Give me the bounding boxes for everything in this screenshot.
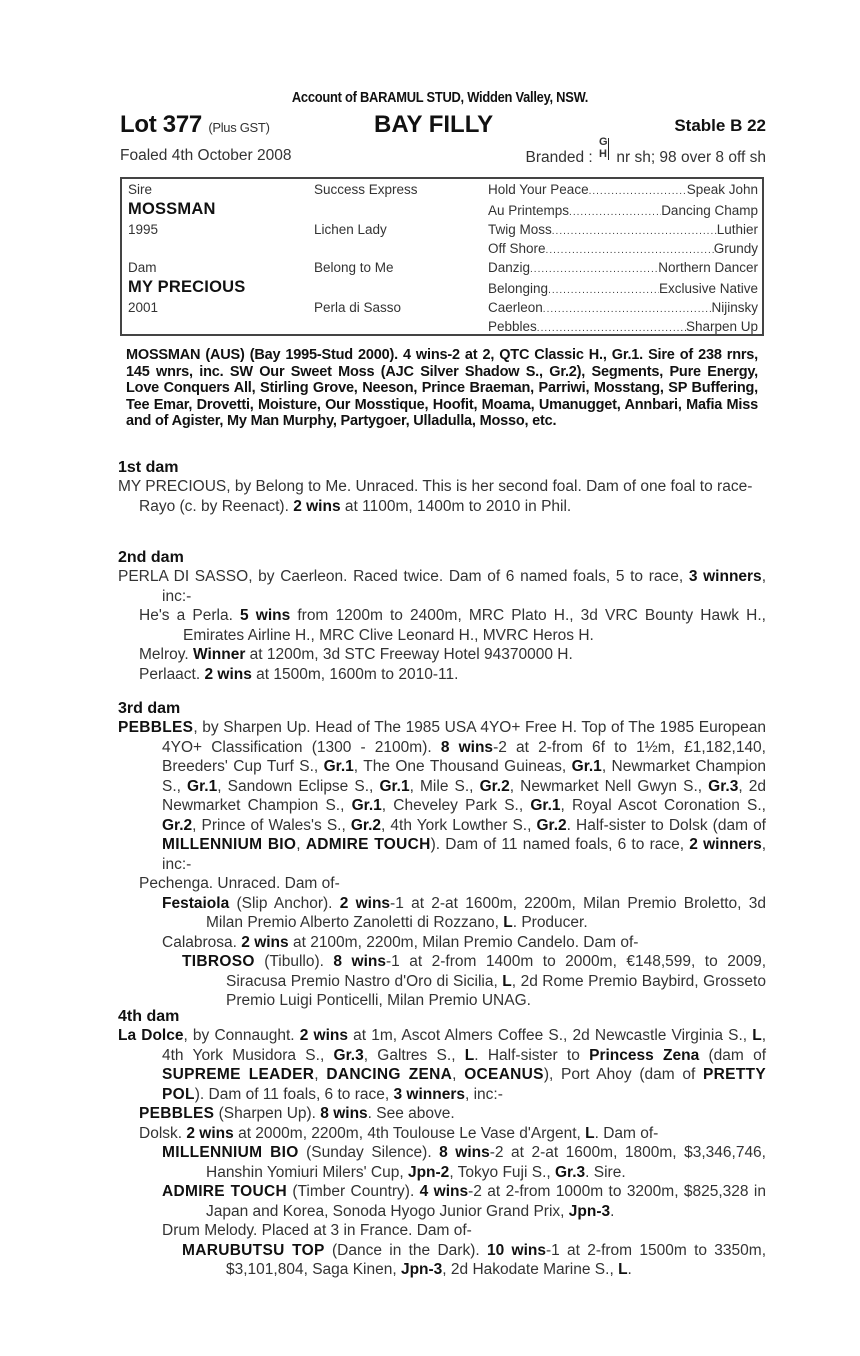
progeny-text: from 1200m to 2400m, MRC Plato H., 3d VRC Bounty Hawk H., Emirates Airline H., MRC Clive Leonard H., MVRC Heros H. — [183, 607, 766, 644]
progeny-text: at 1200m, 3d STC Freeway Hotel 94370000 H. — [245, 646, 573, 663]
gg-right: Nijinsky — [711, 300, 758, 315]
progeny-name: Festaiola — [162, 894, 230, 912]
third-dam-section — [118, 699, 766, 1011]
dam-intro: PEBBLES, by Sharpen Up. Head of The 1985 USA 4YO+ Free H. Top of The 1985 European 4YO+ Classification (1300 - 2100m). 8 wins-2 at 2-from 6f to 1½m, £1,182,140, Breeders' Cup Turf S., Gr.1, The One Thousand Guineas, Gr.1, Newmarket Champion S., Gr.1, Sandown Eclipse S., Gr.1, Mile S., Gr.2, Newmarket Nell Gwyn S., Gr.3, 2d Newmarket Champion S., Gr.1, Cheveley Park S., Gr.1, Royal Ascot Coronation S., Gr.2, Prince of Wales's S., Gr.2, 4th York Lowther S., Gr.2. Half-sister to Dolsk (dam of MILLENNIUM BIO, ADMIRE TOUCH). Dam of 11 named foals, 6 to race, 2 winners, inc:- — [118, 719, 767, 873]
grade: Gr.1 — [530, 797, 561, 814]
gg-right: Dancing Champ — [661, 203, 758, 218]
winners-count: 3 winners — [393, 1085, 465, 1103]
first-dam-section — [118, 458, 766, 516]
wins-count: 5 wins — [240, 607, 291, 624]
sire-label: Sire — [128, 182, 153, 197]
stable-location: Stable B 22 — [674, 116, 766, 135]
progeny-text: (c. by Reenact). — [175, 497, 294, 515]
dam-name: PEBBLES — [118, 719, 194, 736]
brand-info — [525, 136, 766, 167]
dam-intro: La Dolce, by Connaught. 2 wins at 1m, Ascot Almers Coffee S., 2d Newcastle Virginia S., L, 4th York Musidora S., Gr.3, Galtres S., L. Half-sister to Princess Zena (dam of SUPREME LEADER, DANCING ZENA, OCEANUS), Port Ahoy (dam of PRETTY POL). Dam of 11 foals, 6 to race, 3 winners, inc:- — [118, 1027, 767, 1103]
leader-dots — [552, 222, 717, 237]
wins-count: 8 wins — [333, 953, 386, 970]
pedigree-gg-row — [488, 300, 758, 315]
grade: Gr.1 — [323, 758, 354, 775]
progeny-entry: TIBROSO (Tibullo). 8 wins-1 at 2-from 1400m to 2000m, €148,599, to 2009, Siracusa Premio Nastro d'Oro di Sicilia, L, 2d Rome Premio Baybird, Grosseto Premio Luigi Ponticelli, Milan Premio UNAG. — [182, 953, 766, 1009]
intro-text: , inc:- — [162, 568, 766, 605]
lot-label: Lot 377 — [120, 111, 202, 138]
progeny-entry — [118, 497, 766, 517]
progeny-entry: Calabrosa. 2 wins at 2100m, 2200m, Milan Premio Candelo. Dam of- — [162, 933, 639, 951]
listed: L — [618, 1261, 628, 1278]
dam-sire: Belong to Me — [314, 260, 394, 275]
progeny-entry: Festaiola (Slip Anchor). 2 wins-1 at 2-at 1600m, 2200m, Milan Premio Broletto, 3d Milan Premio Alberto Zanoletti di Rozzano, L. Producer. — [162, 894, 766, 931]
grade: Jpn-2 — [407, 1163, 450, 1181]
black-type-name: ADMIRE TOUCH — [305, 836, 431, 853]
section-heading: 3rd dam — [118, 700, 181, 717]
grade: Gr.3 — [554, 1163, 586, 1181]
progeny-entry: ADMIRE TOUCH (Timber Country). 4 wins-2 at 2-from 1000m to 3200m, $825,328 in Japan and Korea, Sonoda Hyogo Junior Grand Prix, Jpn-3. — [162, 1183, 766, 1220]
grade: Gr.2 — [536, 816, 567, 834]
leader-dots — [569, 203, 661, 218]
vendor-account: Account of BARAMUL STUD, Widden Valley, NSW. — [291, 89, 589, 106]
progeny-name: MILLENNIUM BIO — [162, 1144, 299, 1161]
gg-right: Grundy — [713, 241, 758, 256]
sire-year: 1995 — [128, 222, 159, 237]
progeny-name: Perlaact. — [139, 665, 205, 683]
wins-count: 8 wins — [320, 1105, 368, 1122]
black-type-name: DANCING ZENA — [326, 1066, 453, 1083]
listed: L — [503, 914, 513, 931]
lot-number — [120, 111, 270, 139]
grade: Gr.1 — [379, 777, 410, 795]
gg-right: Speak John — [686, 182, 758, 197]
grade: Gr.2 — [479, 777, 510, 795]
progeny-text: at 1500m, 1600m to 2010-11. — [251, 665, 459, 683]
grade: Gr.1 — [351, 797, 382, 814]
grade: Gr.2 — [162, 816, 193, 834]
branded-label: Branded : — [525, 149, 593, 166]
leader-dots — [546, 241, 714, 256]
gg-left: Hold Your Peace — [488, 182, 589, 197]
dam-name: La Dolce — [118, 1027, 184, 1044]
black-type-name: SUPREME LEADER — [162, 1066, 315, 1083]
progeny-name: PEBBLES — [139, 1105, 215, 1122]
gg-left: Danzig — [488, 260, 531, 275]
wins-count: 2 wins — [293, 497, 341, 515]
progeny-entry — [118, 606, 766, 645]
wins-count: 8 wins — [439, 1144, 490, 1161]
gg-left: Caerleon — [488, 300, 543, 315]
leader-dots — [530, 260, 658, 275]
wins-count: 8 wins — [440, 738, 494, 756]
wins-count: 2 wins — [204, 665, 252, 683]
grade: Jpn-3 — [568, 1202, 611, 1220]
brand-mark-icon — [599, 136, 610, 163]
black-type-name: MILLENNIUM BIO — [162, 836, 297, 853]
section-heading: 1st dam — [118, 459, 179, 476]
progeny-entry: PEBBLES (Sharpen Up). 8 wins. See above. — [139, 1105, 455, 1122]
winners-count: 3 winners — [688, 568, 762, 585]
leader-dots — [537, 319, 686, 334]
branded-detail: nr sh; 98 over 8 off sh — [616, 149, 766, 166]
progeny-name: MARUBUTSU TOP — [182, 1241, 325, 1259]
gg-right: Northern Dancer — [658, 260, 758, 275]
progeny-text: at 1100m, 1400m to 2010 in Phil. — [340, 497, 572, 515]
gg-left: Pebbles — [488, 319, 537, 334]
dam-dam: Perla di Sasso — [314, 300, 402, 315]
second-dam-section — [118, 548, 766, 684]
black-type-name: PRETTY POL — [162, 1066, 766, 1103]
listed: L — [752, 1027, 762, 1044]
grade: Gr.1 — [187, 777, 218, 795]
sibling-name: Princess Zena — [589, 1046, 700, 1064]
grade: Gr.3 — [708, 777, 739, 795]
progeny-entry — [118, 665, 766, 685]
sire-name: MOSSMAN — [128, 200, 216, 218]
progeny-name: ADMIRE TOUCH — [162, 1183, 287, 1200]
grade: Gr.2 — [350, 816, 382, 834]
dam-name: MY PRECIOUS — [128, 278, 246, 296]
progeny-name: Dolsk. — [139, 1124, 187, 1142]
section-heading: 2nd dam — [118, 549, 184, 566]
dam-intro — [118, 567, 766, 606]
pedigree-table — [120, 177, 764, 336]
brand-bar — [608, 138, 609, 160]
grade: Jpn-3 — [400, 1261, 443, 1278]
listed: L — [585, 1124, 595, 1142]
pedigree-gg-row — [488, 203, 758, 218]
progeny-name: Rayo — [139, 497, 176, 515]
fourth-dam-section — [118, 1007, 766, 1280]
horse-description: BAY FILLY — [374, 111, 494, 138]
gg-left: Belonging — [488, 281, 549, 296]
gg-left: Twig Moss — [488, 222, 552, 237]
progeny-name: Melroy. — [139, 646, 193, 663]
leader-dots — [543, 300, 712, 315]
progeny-name: He's a Perla. — [139, 607, 241, 624]
leader-dots — [589, 182, 687, 197]
lot-header — [120, 111, 766, 141]
sire-sire: Success Express — [314, 182, 418, 197]
wins-count: 2 wins — [186, 1124, 234, 1142]
wins-count: 2 wins — [339, 894, 391, 912]
pedigree-gg-row — [488, 319, 758, 334]
dam-year: 2001 — [128, 300, 159, 315]
pedigree-gg-row — [488, 241, 758, 256]
wins-count: Winner — [192, 646, 246, 663]
progeny-name: Calabrosa. — [162, 933, 242, 951]
gg-left: Au Printemps — [488, 203, 570, 218]
gg-left: Off Shore — [488, 241, 546, 256]
brand-bottom: H — [599, 148, 607, 160]
gg-right: Sharpen Up — [685, 319, 758, 334]
listed: L — [502, 972, 512, 990]
progeny-entry: Drum Melody. Placed at 3 in France. Dam of- — [162, 1222, 472, 1239]
sire-dam: Lichen Lady — [314, 222, 387, 237]
progeny-entry: MILLENNIUM BIO (Sunday Silence). 8 wins-2 at 2-at 1600m, 1800m, $3,346,746, Hanshin Yomiuri Milers' Cup, Jpn-2, Tokyo Fuji S., Gr.3. Sire. — [162, 1144, 766, 1181]
wins-count: 2 wins — [299, 1027, 348, 1044]
progeny-entry: Dolsk. 2 wins at 2000m, 2200m, 4th Toulouse Le Vase d'Argent, L. Dam of- — [139, 1124, 659, 1142]
progeny-name: TIBROSO — [182, 953, 255, 970]
brand-top: G — [599, 136, 608, 148]
dam-intro: MY PRECIOUS, by Belong to Me. Unraced. This is her second foal. Dam of one foal to race- — [118, 478, 753, 495]
pedigree-gg-row — [488, 260, 758, 275]
gg-right: Exclusive Native — [658, 281, 758, 296]
progeny-entry: Pechenga. Unraced. Dam of- — [139, 875, 340, 892]
grade: Gr.3 — [333, 1046, 364, 1064]
sire-summary: MOSSMAN (AUS) (Bay 1995-Stud 2000). 4 wins-2 at 2, QTC Classic H., Gr.1. Sire of 238 rnrs, 145 wnrs, inc. SW Our Sweet Moss (AJC Silver Shadow S., Gr.2), Segments, Pure Energy, Love Conquers All, Stirling Grove, Neeson, Prince Braeman, Parriwi, Mosstang, SP Buffering, Tee Emar, Drovetti, Moisture, Our Mosstique, Hoofit, Moama, Umanugget, Annbari, Mafia Miss and of Agister, My Man Murphy, Partygoer, Ulladulla, Mosso, etc. — [126, 347, 758, 429]
winners-count: 2 winners — [689, 836, 762, 853]
foaled-date: Foaled 4th October 2008 — [120, 147, 292, 164]
progeny-entry — [118, 645, 766, 665]
pedigree-gg-row — [488, 222, 758, 237]
gst-note: (Plus GST) — [208, 120, 270, 135]
pedigree-gg-row — [488, 281, 758, 296]
listed: L — [464, 1046, 475, 1064]
wins-count: 2 wins — [241, 933, 289, 951]
black-type-name: OCEANUS — [464, 1066, 544, 1083]
progeny-entry: MARUBUTSU TOP (Dance in the Dark). 10 wins-1 at 2-from 1500m to 3350m, $3,101,804, Saga Kinen, Jpn-3, 2d Hakodate Marine S., L. — [182, 1241, 766, 1278]
intro-text: PERLA DI SASSO, by Caerleon. Raced twice. Dam of 6 named foals, 5 to race, — [118, 568, 689, 585]
wins-count: 4 wins — [419, 1183, 469, 1200]
grade: Gr.1 — [571, 758, 602, 775]
pedigree-gg-row — [488, 182, 758, 197]
section-heading: 4th dam — [118, 1008, 180, 1025]
dam-label: Dam — [128, 260, 157, 275]
wins-count: 10 wins — [486, 1241, 546, 1259]
gg-right: Luthier — [716, 222, 758, 237]
leader-dots — [548, 281, 659, 296]
